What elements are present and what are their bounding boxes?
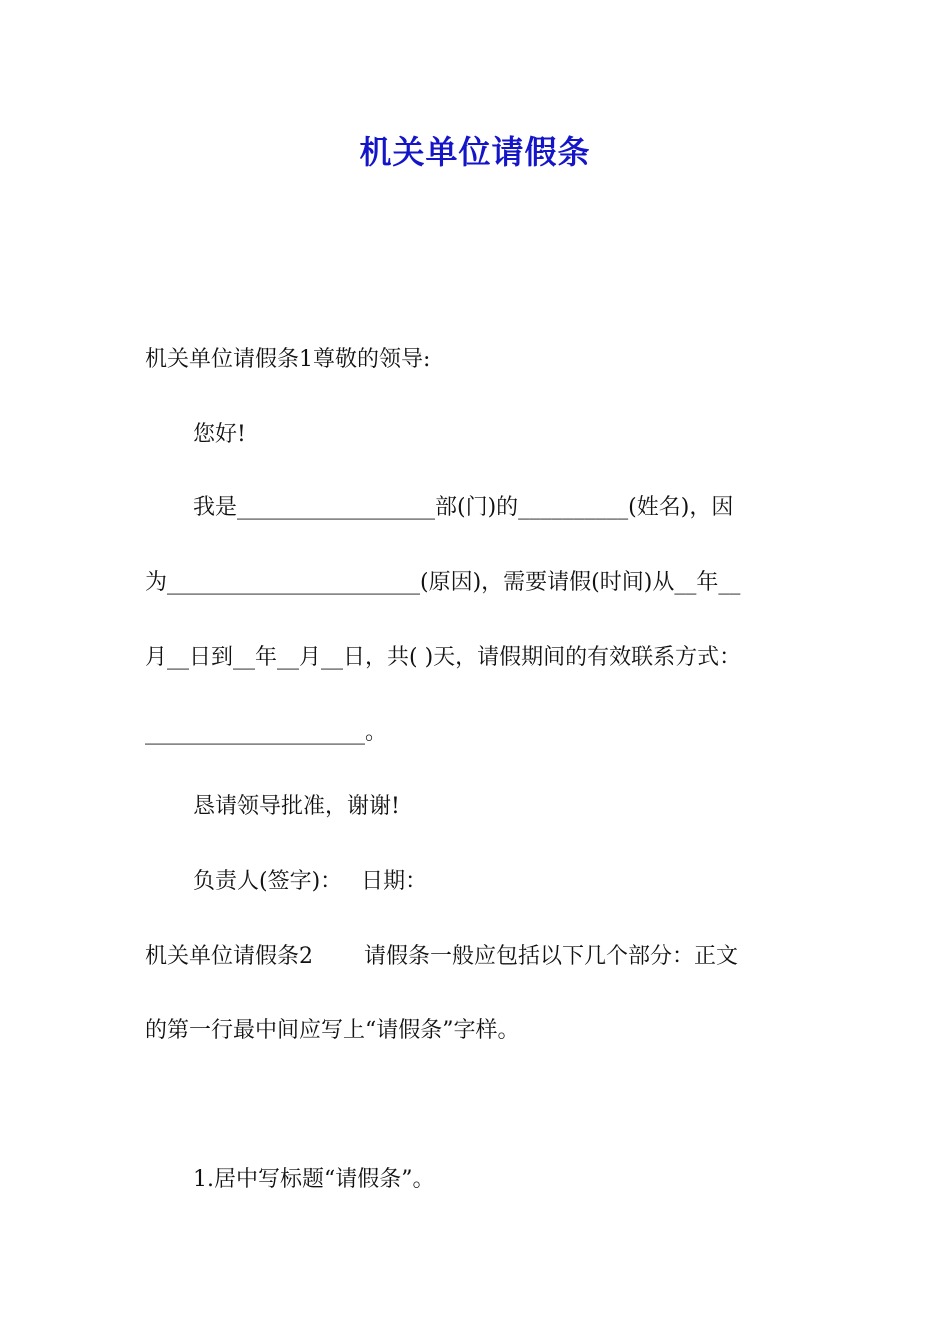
section-2-first-line: [145, 937, 810, 977]
signature-line: [193, 862, 810, 902]
paragraph-body-line-1: 我是__________________部(门)的__________(姓名)，因: [193, 495, 734, 520]
section-2-intro: 请假条一般应包括以下几个部分：正文: [364, 944, 739, 969]
section-2-second-line: 的第一行最中间应写上“请假条”字样。: [145, 1018, 520, 1043]
paragraph-body-line-4: ____________________。: [145, 720, 388, 745]
paragraph-body-line-3: 月__日到__年__月__日，共( )天，请假期间的有效联系方式：: [145, 645, 742, 670]
paragraph-greeting: 您好!: [193, 422, 246, 447]
signature-label: 负责人(签字)：: [193, 869, 343, 894]
document-title: 机关单位请假条: [359, 133, 591, 171]
list-item-1: 1.居中写标题“请假条”。: [193, 1167, 435, 1192]
paragraph-request: 恳请领导批准，谢谢!: [193, 794, 400, 819]
paragraph-salutation: 机关单位请假条1尊敬的领导:: [145, 347, 431, 372]
paragraph-body-line-2: 为_______________________(原因)，需要请假(时间)从__年__: [145, 570, 741, 595]
section-2-heading: 机关单位请假条2: [145, 944, 313, 969]
date-label: 日期：: [361, 869, 428, 894]
